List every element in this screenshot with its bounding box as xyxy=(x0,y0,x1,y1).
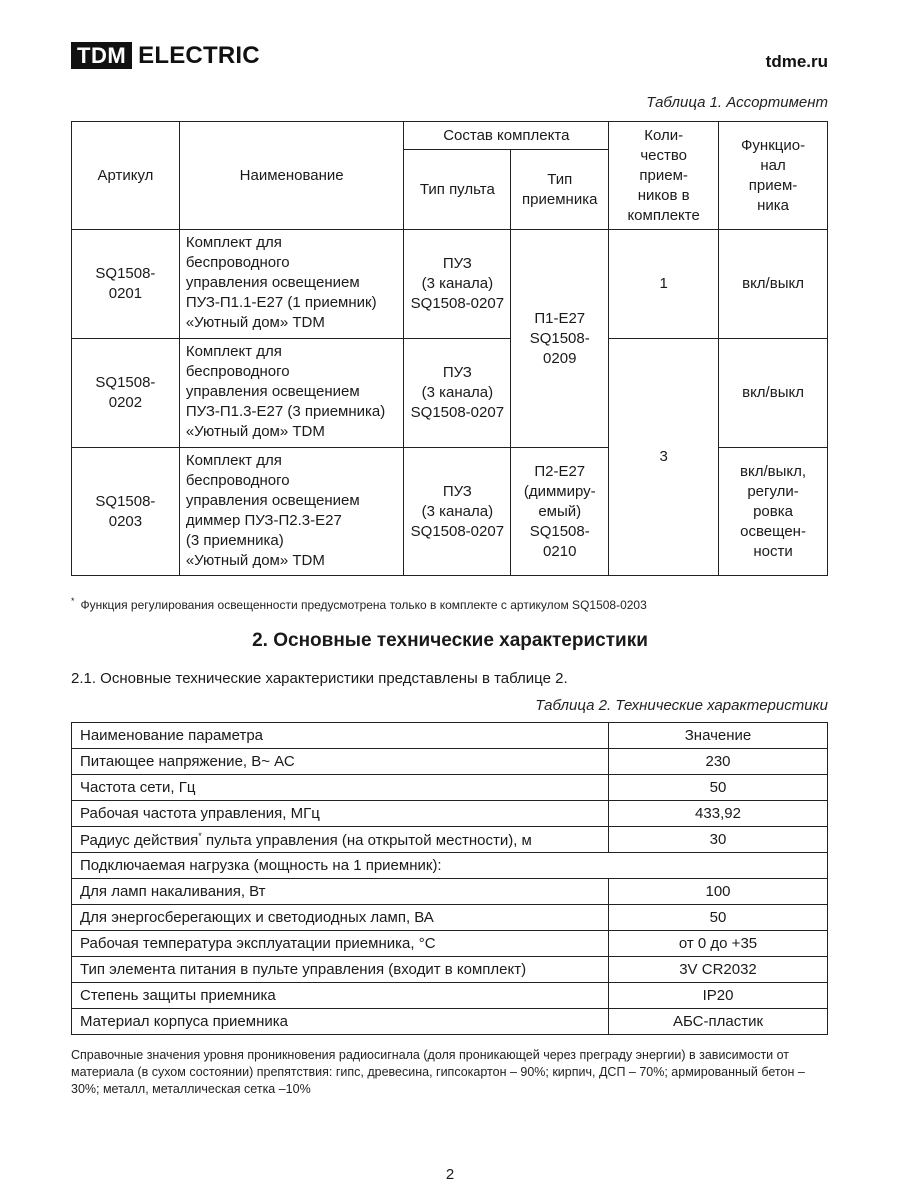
header-value: Значение xyxy=(609,723,828,749)
header-func: Функцио- нал прием- ника xyxy=(719,122,828,230)
row2-func: вкл/выкл xyxy=(719,339,828,448)
table-row xyxy=(72,1009,828,1035)
header-kit: Состав комплекта xyxy=(404,122,609,150)
row3-receiver: П2-Е27 (диммиру- емый) SQ1508- 0210 xyxy=(511,448,609,576)
param-cell: Материал корпуса приемника xyxy=(72,1009,609,1035)
brand-logo xyxy=(71,42,260,69)
row3-article: SQ1508- 0203 xyxy=(72,448,180,576)
row2-article: SQ1508- 0202 xyxy=(72,339,180,448)
param-cell: Степень защиты приемника xyxy=(72,983,609,1009)
table-row xyxy=(72,879,828,905)
penetration-note: Справочные значения уровня проникновения радиосигнала (доля проникающей через преграду энергии) в зависимости от материала (в сухом состоянии) препятствия: гипс, древесина, гипсокартон – 90%; кирпич, ДСП – 70%; армированный бетон – 30%; металл, металлическая сетка –10% xyxy=(71,1048,805,1096)
group-header-cell: Подключаемая нагрузка (мощность на 1 приемник): xyxy=(72,853,828,879)
value-cell: IP20 xyxy=(609,983,828,1009)
footnote-mark: * xyxy=(71,596,75,606)
row1-func: вкл/выкл xyxy=(719,230,828,339)
table-row xyxy=(72,801,828,827)
table-row xyxy=(72,827,828,853)
param-cell: Питающее напряжение, В~ АС xyxy=(72,749,609,775)
qty-shared: 3 xyxy=(609,339,719,576)
header-article: Артикул xyxy=(72,122,180,230)
table2-caption: Таблица 2. Технические характеристики xyxy=(535,697,828,714)
param-cell: Частота сети, Гц xyxy=(72,775,609,801)
section-title: 2. Основные технические характеристики xyxy=(252,630,648,651)
assortment-table xyxy=(71,121,828,576)
table-row xyxy=(72,775,828,801)
header-param: Наименование параметра xyxy=(72,723,609,749)
row3-name: Комплект для беспроводного управления освещением диммер ПУЗ-П2.3-Е27 (3 приемника) «Уютный дом» TDM xyxy=(179,448,404,576)
table-row xyxy=(72,853,828,879)
specs-table xyxy=(71,722,828,1035)
row2-name: Комплект для беспроводного управления освещением ПУЗ-П1.3-Е27 (3 приемника) «Уютный дом» TDM xyxy=(179,339,404,448)
value-cell: 3V CR2032 xyxy=(609,957,828,983)
param-cell: Для ламп накаливания, Вт xyxy=(72,879,609,905)
header-receiver-type: Тип приемника xyxy=(511,150,609,230)
section-paragraph: 2.1. Основные технические характеристики представлены в таблице 2. xyxy=(71,670,568,687)
header-name: Наименование xyxy=(179,122,404,230)
footnote xyxy=(71,596,647,612)
row3-func: вкл/выкл, регули- ровка освещен- ности xyxy=(719,448,828,576)
row1-article: SQ1508- 0201 xyxy=(72,230,180,339)
row1-qty: 1 xyxy=(609,230,719,339)
param-text: Радиус действия xyxy=(80,831,199,849)
param-cell: Для энергосберегающих и светодиодных ламп, ВА xyxy=(72,905,609,931)
site-url: tdme.ru xyxy=(765,52,828,71)
table-row xyxy=(72,931,828,957)
row1-name: Комплект для беспроводного управления освещением ПУЗ-П1.1-Е27 (1 приемник) «Уютный дом» TDM xyxy=(179,230,404,339)
header-remote-type: Тип пульта xyxy=(404,150,511,230)
header-qty: Коли- чество прием- ников в комплекте xyxy=(609,122,719,230)
value-cell: 100 xyxy=(609,879,828,905)
param-cell xyxy=(72,827,609,853)
table1-caption: Таблица 1. Ассортимент xyxy=(646,94,828,111)
table-row xyxy=(72,983,828,1009)
param-cell: Рабочая частота управления, МГц xyxy=(72,801,609,827)
receiver-p1: П1-Е27 SQ1508- 0209 xyxy=(511,230,609,448)
logo-text: ELECTRIC xyxy=(138,41,260,69)
value-cell: 50 xyxy=(609,905,828,931)
page-number: 2 xyxy=(445,1166,455,1183)
param-cell: Тип элемента питания в пульте управления (входит в комплект) xyxy=(72,957,609,983)
value-cell: АБС-пластик xyxy=(609,1009,828,1035)
value-cell: 230 xyxy=(609,749,828,775)
table-row xyxy=(72,957,828,983)
logo-box: TDM xyxy=(71,42,132,69)
value-cell: от 0 до +35 xyxy=(609,931,828,957)
param-cell: Рабочая температура эксплуатации приемника, °С xyxy=(72,931,609,957)
row1-remote: ПУЗ (3 канала) SQ1508-0207 xyxy=(404,230,511,339)
row2-remote: ПУЗ (3 канала) SQ1508-0207 xyxy=(404,339,511,448)
table-row xyxy=(72,749,828,775)
param-text-rest: пульта управления (на открытой местности), м xyxy=(201,831,532,849)
value-cell: 50 xyxy=(609,775,828,801)
value-cell: 433,92 xyxy=(609,801,828,827)
table-row xyxy=(72,905,828,931)
value-cell: 30 xyxy=(609,827,828,853)
footnote-text: Функция регулирования освещенности предусмотрена только в комплекте с артикулом SQ1508-0203 xyxy=(80,598,647,612)
param-footnote-mark: * xyxy=(198,830,202,841)
row3-remote: ПУЗ (3 канала) SQ1508-0207 xyxy=(404,448,511,576)
